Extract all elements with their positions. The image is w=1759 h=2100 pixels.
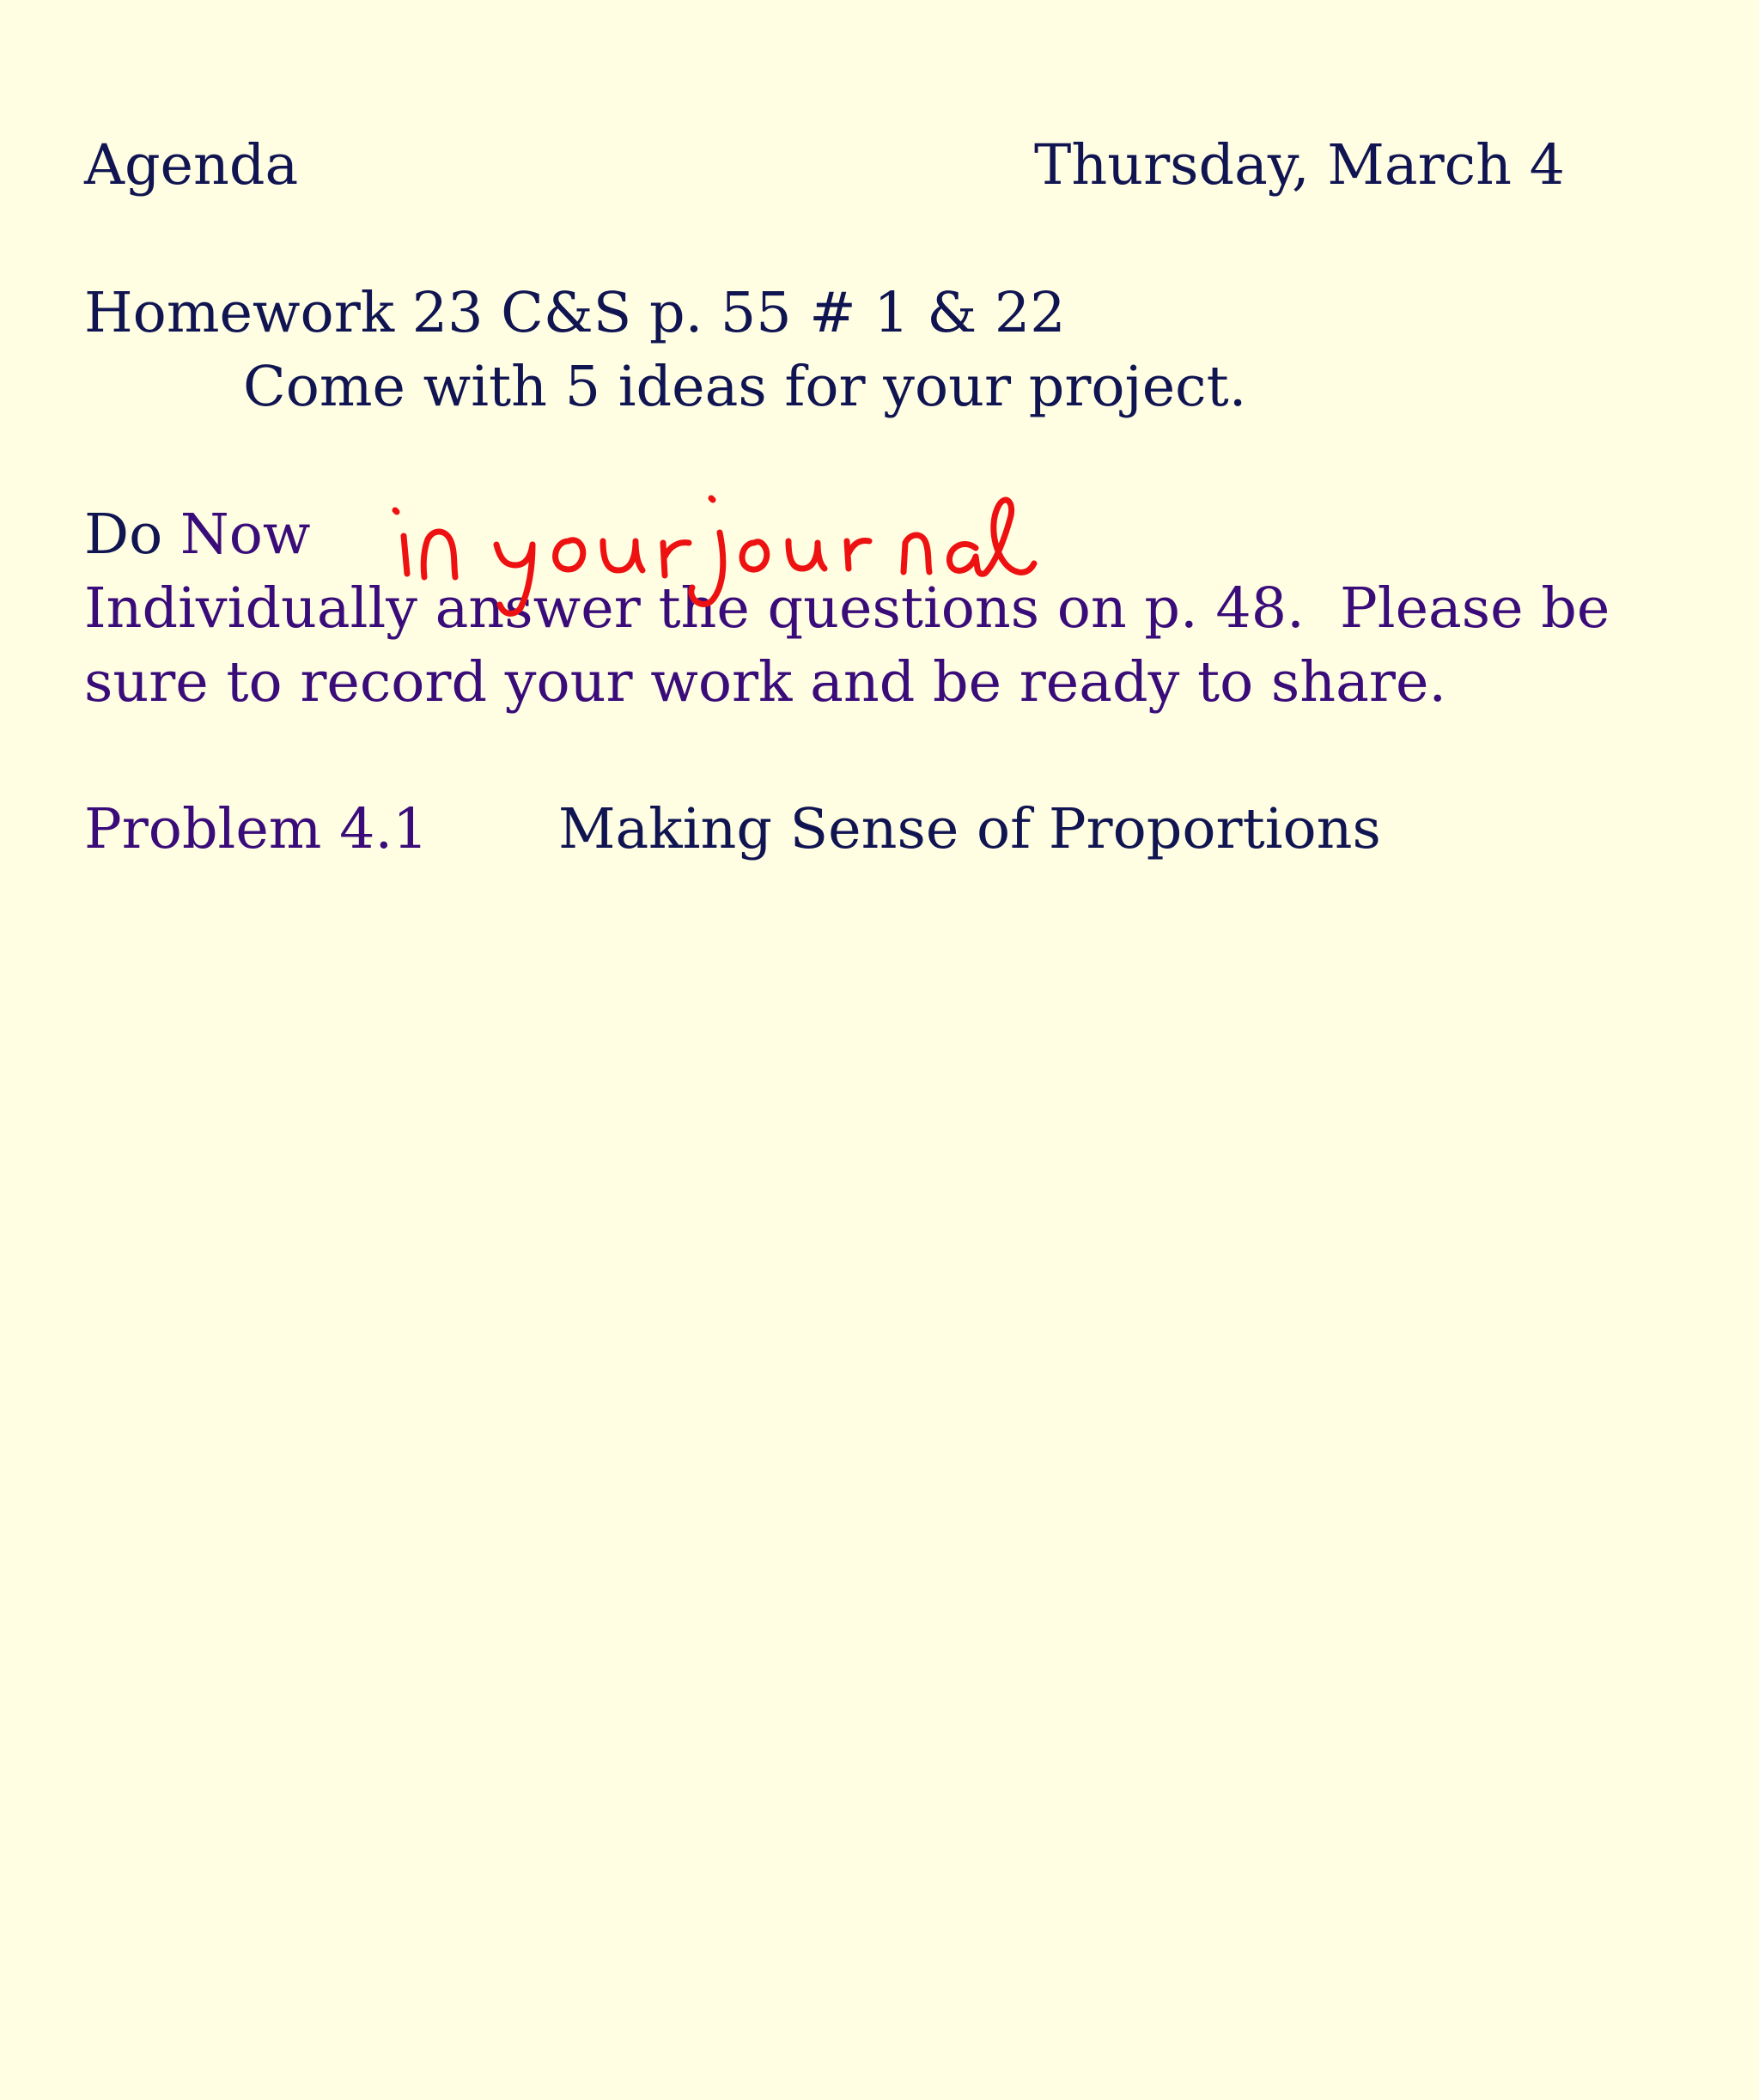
- problem-number: Problem 4.1: [84, 797, 429, 861]
- homework-line: Homework 23 C&S p. 55 # 1 & 22: [84, 281, 1066, 345]
- do-now-label-now: Now: [180, 502, 311, 567]
- do-now-instructions-line2: sure to record your work and be ready to share.: [84, 650, 1447, 715]
- problem-title: Making Sense of Proportions: [558, 797, 1381, 861]
- do-now-instructions-line1: Individually answer the questions on p. 48. Please be: [84, 576, 1610, 641]
- agenda-date: Thursday, March 4: [1034, 133, 1565, 198]
- do-now-label-do: Do: [84, 502, 163, 567]
- do-now-heading: [84, 502, 311, 567]
- homework-subline: Come with 5 ideas for your project.: [243, 355, 1247, 419]
- agenda-title: Agenda: [84, 133, 299, 198]
